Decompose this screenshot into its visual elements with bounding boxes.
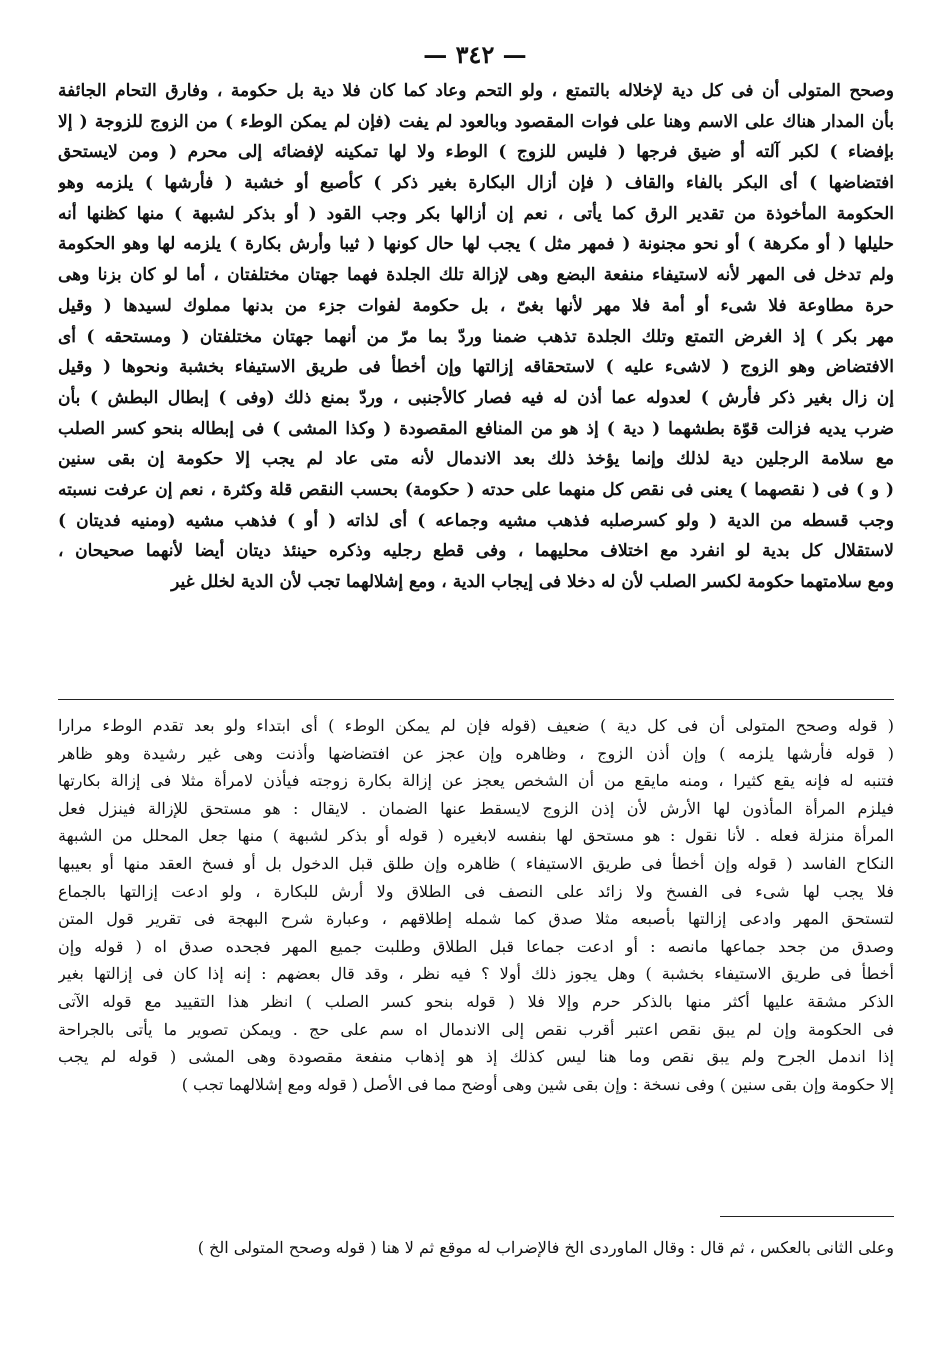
main-line: وصحح المتولى أن فى كل دية لإخلاله بالتمتع ، ولو التحم وعاد كما كان فلا دية بل حكومة ، وفارق التحام الجائفة	[58, 81, 894, 101]
commentary-line: إذا اندمل الجرح ولم يبق نقص وما هنا ليس كذلك إذ هو إذهاب منفعة مقصودة وهى المشى ( قوله لم يجب	[58, 1047, 894, 1067]
commentary-line: ( قوله وصحح المتولى أن فى كل دية ) ضعيف (قوله فإن لم يمكن الوطء ) أى ابتداء ولو بعد تقدم الوطء مرارا	[58, 716, 894, 735]
main-line: افتضاضها ) أى البكر بالفاء والقاف ( فإن أزال البكارة بغير ذكر ) كأصبع أو خشبة ( فأرشها ) يلزمه وهو	[58, 173, 894, 194]
main-line: حليلها ( أو مكرهة ) أو نحو مجنونة ( فمهر مثل ) يجب لها حال كونها ( ثيبا وأرش بكارة ) يلزمه لها وهو الحكومة	[58, 234, 894, 255]
section-divider	[58, 699, 894, 700]
main-line: ( و ) فى ( نقصهما ) يعنى فى نقص كل منهما على حدته ( حكومة) بحسب النقص قلة وكثرة ، نعم إن عرفت نسبته	[58, 479, 894, 500]
main-line: الافتضاض وهو الزوج ( لاشىء عليه ) لاستحقاقه إزالتها وإن أخطأ فى طريق الاستيفاء بخشبة ونحوها ( وقيل	[58, 357, 894, 378]
footnote-text: وعلى الثانى بالعكس ، ثم قال : وقال الماوردى الخ فالإضراب له موقع ثم لا هنا ( قوله وصحح المتولى الخ )	[197, 1238, 894, 1257]
commentary-line: ( قوله فأرشها يلزمه ) وإن أذن الزوج ، وظاهره وإن عجز عن افتضاضها وأذنت وهى غير رشيدة وهو ظاهر	[58, 743, 894, 763]
commentary-line: إلا حكومة وإن بقى سنين ) وفى نسخة : وإن بقى شين وهى أوضح مما فى الأصل ( قوله ومع إشلالهما تجب )	[181, 1074, 894, 1094]
main-line: بإفضاء ) لكبر آلته أو ضيق فرجها ( فليس للزوج ) الوطء ولا لها تمكينه لإفضائه إلى محرم ( ومن لايستحق	[58, 142, 894, 163]
main-line: إن زال بغير ذكر فأرش ) لعدوله عما أذن له فيه فصار كالأجنبى ، وردّ بمنع ذلك (وفى ) إبطال البطش ) بأن	[58, 387, 894, 408]
main-line: حرة مطاوعة فلا شىء أو أمة فلا مهر لأنها بغىّ ، بل حكومة لفوات جزء من بدنها مملوك لسيدها ( وقيل	[58, 295, 894, 316]
commentary-line: النكاح الفاسد ( قوله وإن أخطأ فى طريق الاستيفاء ) ظاهره وإن طلق قبل الدخول بل أو فسخ العقد منها أو بعيبها	[58, 853, 894, 873]
commentary-line: أخطأ فى طريق الاستيفاء بخشبة ) وهل يجوز ذلك أولا ؟ فيه نظر ، وقد قال بعضهم : إنه إذا كان فى إزالتها بغير	[58, 964, 894, 984]
commentary-text	[58, 712, 894, 1098]
main-line: لاستقلال كل بدية لو انفرد مع اختلاف محليهما ، وفى قطع رجليه وذكره حينئذ ديتان أيضا لأنهما صحيحان ،	[58, 541, 894, 562]
main-line: مع سلامة الرجلين دية لذلك وإنما يؤخذ ذلك بعد الاندمال لأنه متى عاد لم يجب إلا حكومة إن بقى سنين	[58, 449, 894, 470]
commentary-line: فلا يجب لها شىء فى الفسخ ولا زائد على النصف فى الطلاق ولا أرش للبكارة ، ولو ادعت إزالتها بالجماع	[58, 881, 894, 901]
main-line: وجب قسطه من الدية ( ولو كسرصلبه فذهب مشيه وجماعه ) أى لذاته ( أو ) فذهب مشيه (ومنيه فديتان )	[58, 510, 894, 531]
page-number: — ٣٤٢ —	[423, 40, 527, 69]
footnote-divider	[720, 1216, 894, 1217]
main-line: ضرب يديه فزالت قوّة بطشهما ( دية ) إذ هو من المنافع المقصودة ( وكذا المشى ) فى إبطاله بنحو كسر الصلب	[58, 418, 894, 439]
commentary-line: فى الحكومة وإن لم يبق نقص اعتبر أقرب نقص إلى الاندمال اه سم على حج . ويمكن تصوير ما يأتى بالجراحة	[58, 1019, 894, 1039]
commentary-line: وصدق من جحد جماعها مانصه : أو ادعت جماعا قبل الطلاق وطلبت جميع المهر فجحده صدق اه ( قوله وإن	[58, 936, 894, 956]
commentary-line: لتستحق المهر وادعى إزالتها بأصبعه مثلا صدق كما شمله إطلاقهم ، وعبارة شرح البهجة فى تقرير قول المتن	[58, 909, 894, 929]
commentary-line: الذكر مشقة عليها أكثر منها بالذكر حرم وإلا فلا ( قوله بنحو كسر الصلب ) انظر هذا التقييد مع قوله الآتى	[58, 991, 894, 1011]
main-line: مهر بكر ) إذ الغرض التمتع وتلك الجلدة تذهب ضمنا وردّ بما مرّ من أنهما جهتان مختلفتان ( ومستحقه ) أى	[58, 326, 894, 347]
commentary-line: فيلزم المرأة المأذون لها الأرش لأن إذن الزوج لايسقط عنها الضمان . لايقال : هو مستحق للإزالة فينزل فعل	[58, 798, 894, 818]
main-line: الحكومة المأخوذة من تقدير الرق كما يأتى ، نعم إن أزالها بكر وجب القود ( أو بذكر لشبهة ) منها كظنها أنه	[58, 203, 894, 224]
main-line: بأن المدار هناك على الاسم وهنا على فوات المقصود وبالعود لم يفت (فإن لم يمكن الوطء ) من الزوج للزوجة ( إلا	[58, 111, 894, 132]
commentary-line: المرأة منزلة فعله . لأنا نقول : هو مستحق لها بنفسه لابغيره ( قوله أو بذكر لشبهة ) منها جعل المحلل من الشبهة	[58, 826, 894, 846]
commentary-line: فتنبه له فإنه يقع كثيرا ، ومنه مايقع من أن الشخص يعجز عن إزالة بكارة زوجته فيأذن لامرأة مثلا فى إزالة بكارتها	[58, 771, 894, 791]
main-line: ومع سلامتهما حكومة لكسر الصلب لأن له دخلا فى إيجاب الدية ، ومع إشلالهما تجب لأن الدية لخلل غير	[171, 572, 894, 592]
main-text	[58, 76, 894, 598]
main-line: ولم تدخل فى المهر لأنه لاستيفاء منفعة البضع وهى لإزالة تلك الجلدة فهما جهتان مختلفتان ، أما لو كان بزنا وهى	[58, 265, 894, 286]
